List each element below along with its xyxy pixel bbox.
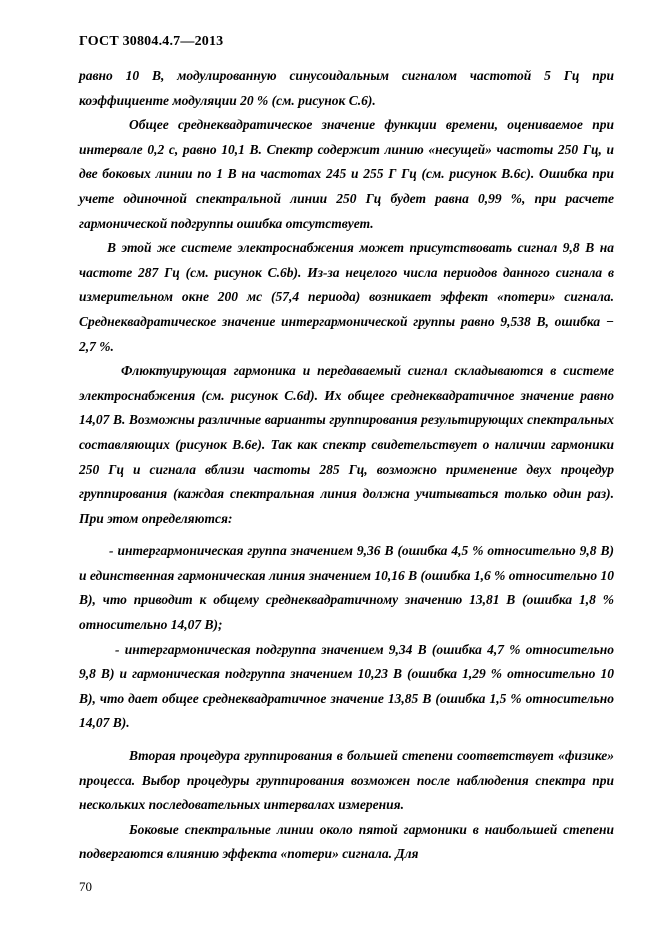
paragraph: Вторая процедура группирования в большей степени соответствует «физике» процесса. Выбор процедуры группирования возможен после наблюдения спектра при нескольких последовательных интервалах измерения. (79, 748, 614, 813)
paragraph: В этой же системе электроснабжения может присутствовать сигнал 9,8 В на частоте 287 Гц (см. рисунок С.6b). Из-за нецелого числа периодов данного сигнала в измерительном окне 200 мс (57,4 периода) возникает эффект «потери» сигнала. Среднеквадратическое значение интергармонической группы равно 9,538 В, ошибка − 2,7 %. (79, 240, 614, 354)
list-item: - интергармоническая группа значением 9,36 В (ошибка 4,5 % относительно 9,8 В) и единственная гармоническая линия значением 10,16 В (ошибка 1,6 % относительно 10 В), что приводит к общему среднеквадратичному значению 13,81 В (ошибка 1,8 % относительно 14,07 В); (79, 543, 614, 633)
list-item: - интергармоническая подгруппа значением 9,34 В (ошибка 4,7 % относительно 9,8 В) и гармоническая подгруппа значением 10,23 В (ошибка 1,29 % относительно 10 В), что дает общее среднеквадратичное значение 13,85 В (ошибка 1,5 % относительно 14,07 В). (79, 641, 614, 731)
page-number: 70 (79, 879, 92, 894)
paragraph: Флюктуирующая гармоника и передаваемый сигнал складываются в системе электроснабжения (см. рисунок С.6d). Их общее среднеквадратичное значение равно 14,07 В. Возможны различные варианты группирования результирующих спектральных составляющих (рисунок В.6е). Так как спектр свидетельствует о наличии гармоники 250 Гц и сигнала вблизи частоты 285 Гц, возможно применение двух процедур группирования (каждая спектральная линия должна учитываться только один раз). При этом определяются: (79, 363, 614, 526)
paragraph: равно 10 В, модулированную синусоидальным сигналом частотой 5 Гц при коэффициенте модуляции 20 % (см. рисунок С.6). (79, 68, 614, 108)
paragraph: Боковые спектральные линии около пятой гармоники в наибольшей степени подвергаются влиянию эффекта «потери» сигнала. Для (79, 821, 614, 862)
document-header: ГОСТ 30804.4.7—2013 (79, 34, 224, 49)
paragraph: Общее среднеквадратическое значение функции времени, оцениваемое при интервале 0,2 с, равно 10,1 В. Спектр содержит линию «несущей» частоты 250 Гц, и две боковых линии по 1 В на частотах 245 и 255 Г Гц (см. рисунок В.6с). Ошибка при учете одиночной спектральной линии 250 Гц будет равна 0,99 %, при расчете гармонической подгруппы ошибка отсутствует. (79, 117, 614, 231)
document-body (79, 64, 614, 867)
